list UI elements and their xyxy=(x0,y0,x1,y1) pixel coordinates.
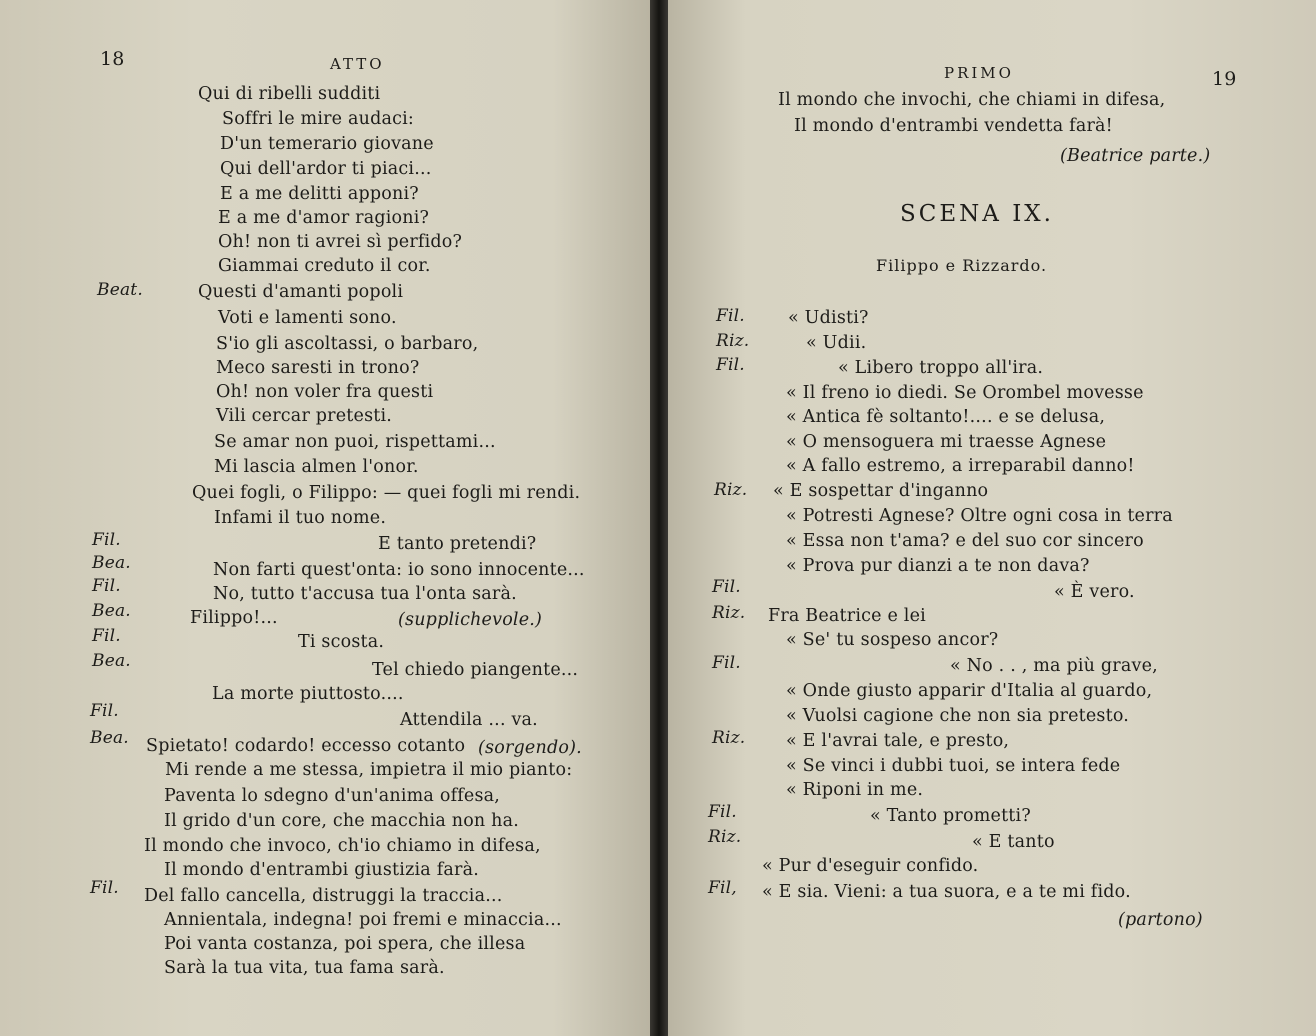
scene-title: SCENA IX. xyxy=(900,201,1054,227)
speaker-label: Fil. xyxy=(90,878,119,898)
speaker-label: Bea. xyxy=(92,651,131,671)
stage-direction: (partono) xyxy=(1118,910,1203,930)
verse-line: « Il freno io diedi. Se Orombel movesse xyxy=(786,383,1144,403)
verse-line: Quei fogli, o Filippo: — quei fogli mi rendi. xyxy=(192,483,581,503)
speaker-label: Fil. xyxy=(712,577,741,597)
verse-line: « Se' tu sospeso ancor? xyxy=(786,630,999,650)
verse-line: Se amar non puoi, rispettami... xyxy=(214,432,496,452)
speaker-label: Bea. xyxy=(90,728,129,748)
verse-line: Annientala, indegna! poi fremi e minaccia... xyxy=(164,910,562,930)
verse-line: Soffri le mire audaci: xyxy=(222,109,415,129)
verse-line: Il mondo d'entrambi giustizia farà. xyxy=(164,860,479,880)
verse-line: « Prova pur dianzi a te non dava? xyxy=(786,556,1090,576)
speaker-label: Fil. xyxy=(716,306,745,326)
speaker-label: Riz. xyxy=(714,480,748,500)
verse-line: « Udisti? xyxy=(788,308,869,328)
verse-line: « E sospettar d'inganno xyxy=(773,481,989,501)
book-spine xyxy=(650,0,668,1036)
page-number: 19 xyxy=(1212,68,1237,90)
verse-line: No, tutto t'accusa tua l'onta sarà. xyxy=(213,584,517,604)
running-header: ATTO xyxy=(330,55,385,73)
speaker-label: Fil. xyxy=(708,802,737,822)
speaker-label: Fil. xyxy=(716,355,745,375)
verse-line: Qui dell'ardor ti piaci... xyxy=(220,159,432,179)
speaker-label: Riz. xyxy=(708,827,742,847)
verse-line: « Libero troppo all'ira. xyxy=(838,358,1044,378)
verse-line: E a me delitti apponi? xyxy=(220,184,419,204)
speaker-label: Fil. xyxy=(92,530,121,550)
verse-line: Meco saresti in trono? xyxy=(216,358,420,378)
speaker-label: Beat. xyxy=(97,280,143,300)
right-page xyxy=(668,0,1316,1036)
verse-line: « Essa non t'ama? e del suo cor sincero xyxy=(786,531,1144,551)
verse-line: Qui di ribelli sudditi xyxy=(198,84,381,104)
verse-line: « E tanto xyxy=(972,832,1055,852)
running-header: PRIMO xyxy=(944,64,1014,82)
stage-direction: (supplichevole.) xyxy=(398,610,543,630)
verse-line: Il mondo d'entrambi vendetta farà! xyxy=(794,116,1113,136)
verse-line: « Antica fè soltanto!.... e se delusa, xyxy=(786,407,1106,427)
speaker-label: Riz. xyxy=(716,331,750,351)
verse-line: Del fallo cancella, distruggi la traccia... xyxy=(144,886,503,906)
verse-line: « A fallo estremo, a irreparabil danno! xyxy=(786,456,1135,476)
speaker-label: Fil. xyxy=(712,653,741,673)
verse-line: Questi d'amanti popoli xyxy=(198,282,404,302)
verse-line: Voti e lamenti sono. xyxy=(218,308,397,328)
speaker-label: Riz. xyxy=(712,603,746,623)
verse-line: « Tanto prometti? xyxy=(870,806,1031,826)
verse-line: « Potresti Agnese? Oltre ogni cosa in terra xyxy=(786,506,1173,526)
verse-line: Oh! non ti avrei sì perfido? xyxy=(218,232,463,252)
verse-line: D'un temerario giovane xyxy=(220,134,434,154)
speaker-label: Fil, xyxy=(708,878,737,898)
verse-line: Il mondo che invoco, ch'io chiamo in difesa, xyxy=(144,836,541,856)
verse-line: S'io gli ascoltassi, o barbaro, xyxy=(216,334,479,354)
verse-line: Oh! non voler fra questi xyxy=(216,382,434,402)
stage-direction: (Beatrice parte.) xyxy=(1060,146,1211,166)
verse-line: « Onde giusto apparir d'Italia al guardo, xyxy=(786,681,1153,701)
verse-line: Mi rende a me stessa, impietra il mio pianto: xyxy=(165,760,573,780)
verse-line: « Vuolsi cagione che non sia pretesto. xyxy=(786,706,1130,726)
verse-line: « È vero. xyxy=(1054,582,1135,602)
verse-line: Mi lascia almen l'onor. xyxy=(214,457,419,477)
verse-line: « No . . , ma più grave, xyxy=(950,656,1158,676)
verse-line: Giammai creduto il cor. xyxy=(218,256,431,276)
verse-line: La morte piuttosto.... xyxy=(212,684,404,704)
verse-line: Poi vanta costanza, poi spera, che illesa xyxy=(164,934,526,954)
speaker-label: Fil. xyxy=(90,701,119,721)
verse-line: Vili cercar pretesti. xyxy=(216,406,393,426)
verse-line: Attendila ... va. xyxy=(400,710,538,730)
speaker-label: Fil. xyxy=(92,626,121,646)
verse-line: Il grido d'un core, che macchia non ha. xyxy=(164,811,520,831)
verse-line: E a me d'amor ragioni? xyxy=(218,208,430,228)
verse-line: Ti scosta. xyxy=(298,632,385,652)
speaker-label: Bea. xyxy=(92,553,131,573)
verse-line: Il mondo che invochi, che chiami in difesa, xyxy=(778,90,1166,110)
verse-line: « Riponi in me. xyxy=(786,780,924,800)
verse-line: Non farti quest'onta: io sono innocente... xyxy=(213,560,585,580)
speaker-label: Bea. xyxy=(92,601,131,621)
left-page xyxy=(0,0,650,1036)
scene-characters: Filippo e Rizzardo. xyxy=(876,256,1048,275)
verse-line: Sarà la tua vita, tua fama sarà. xyxy=(164,958,445,978)
verse-line: « E l'avrai tale, e presto, xyxy=(786,731,1010,751)
verse-line: « Pur d'eseguir confido. xyxy=(762,856,979,876)
speaker-label: Fil. xyxy=(92,576,121,596)
verse-line: « O mensoguera mi traesse Agnese xyxy=(786,432,1107,452)
speaker-label: Riz. xyxy=(712,728,746,748)
verse-line: « Udii. xyxy=(806,333,867,353)
verse-line: E tanto pretendi? xyxy=(378,534,537,554)
verse-line: Spietato! codardo! eccesso cotanto xyxy=(146,736,466,756)
verse-line: Tel chiedo piangente... xyxy=(372,660,579,680)
stage-direction: (sorgendo). xyxy=(478,738,582,758)
verse-line: « E sia. Vieni: a tua suora, e a te mi fido. xyxy=(762,882,1131,902)
verse-line: Paventa lo sdegno d'un'anima offesa, xyxy=(164,786,501,806)
page-number: 18 xyxy=(100,48,125,70)
verse-line: Fra Beatrice e lei xyxy=(768,606,926,626)
verse-line: Infami il tuo nome. xyxy=(214,508,387,528)
verse-line: « Se vinci i dubbi tuoi, se intera fede xyxy=(786,756,1121,776)
verse-line: Filippo!... xyxy=(190,608,278,628)
